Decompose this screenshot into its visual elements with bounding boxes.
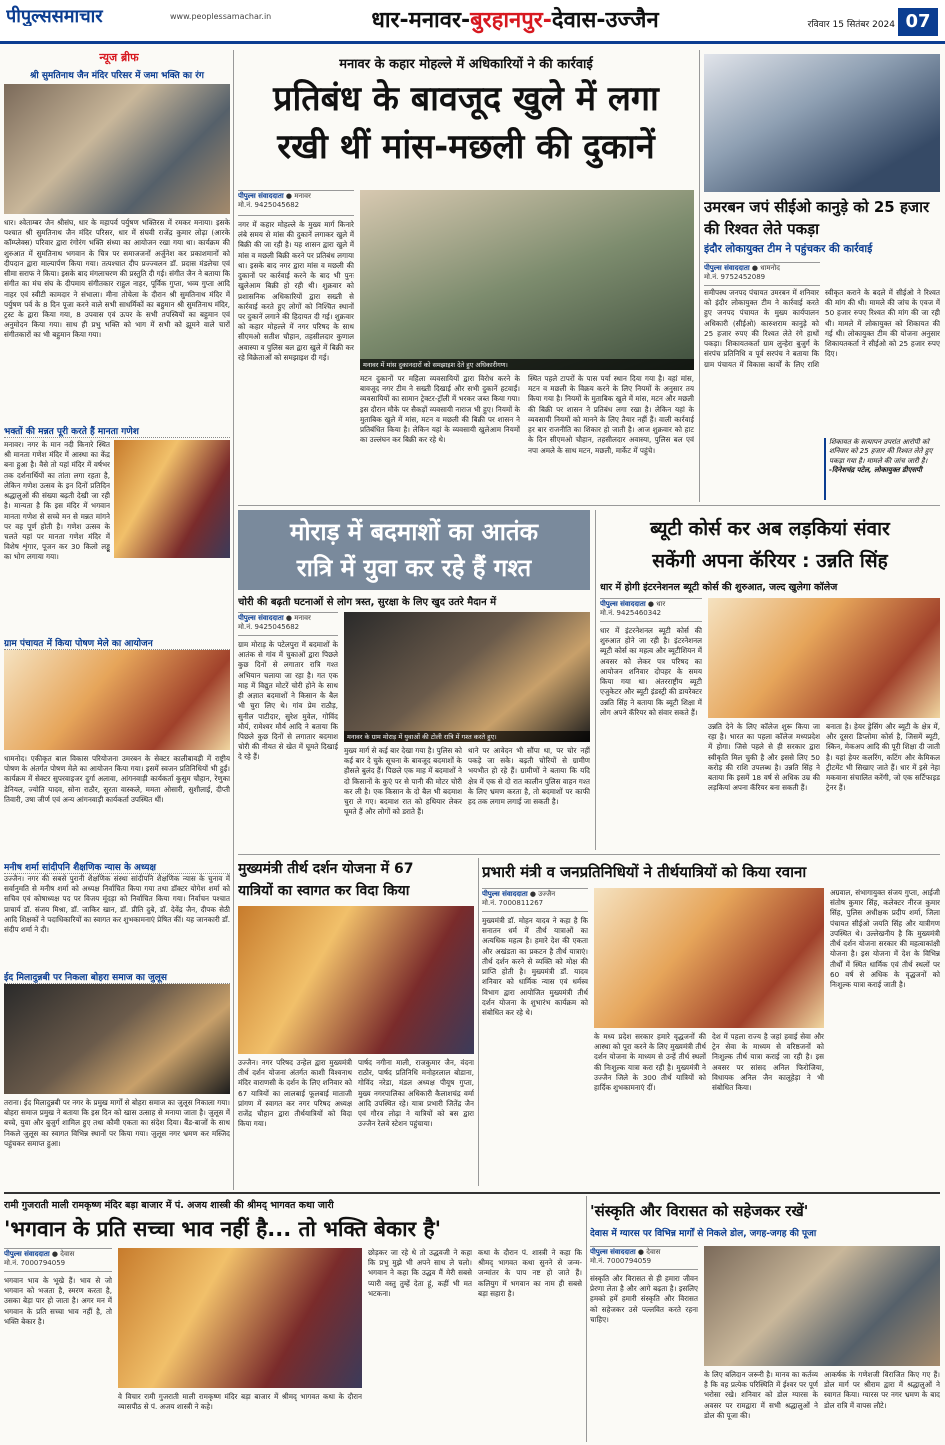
story-manawar-meat-shops [238,50,694,502]
news-brief-tag: न्यूज ब्रीफ [99,51,139,64]
story4-body-col3: बनाता है। हेयर ड्रेसिंग और ब्यूटी के क्षेत्र में, और दूसरा डिप्लोमा कोर्स है, जिसमें ब्यूटी, स्किन, मेकअप आदि की पूरी शिक्षा दी जाती है। यहां हेयर कलरिंग, कटिंग और केमिकल ट्रीटमेंट भी सिखाए जाते हैं। धार में इसे नेहा मकवाना संचालित करेंगी, जो एक सर्टिफाइड ट्रेनर हैं। [826,722,940,793]
story8-subhead: देवास में ग्यारस पर विभिन्न मार्गों से निकले डोल, जगह-जगह की पूजा [590,1229,817,1239]
story6-headline: प्रभारी मंत्री व जनप्रतिनिधियों ने तीर्थयात्रियों को किया रवाना [482,863,807,881]
brief-item3-body: धामनोद। एकीकृत बाल विकास परियोजना उमरबन के सेक्टर कालीबावड़ी में राष्ट्रीय पोषण के अंतर्गत पोषण मेले का आयोजन किया गया। इसमें स्वजन प्रतिनिधियों भी हुईं। कार्यक्रम में सेक्टर सुपरवाइजर दुर्गा अलावा, आंगनवाड़ी कार्यकर्ता कुसुम चौहान, रेणुका डेनियल, ज्योति यादव, सोना राठौर, सुरता वास्कले, ममता ओसारी, सुशीलाई, दीप्ती तिवारी, उषा जीर्ण एवं अन्य आंगनवाड़ी कार्यकर्ता उपस्थित थीं। [4,754,230,804]
story5-photo [238,906,474,1054]
story1-headline-line1: प्रतिबंध के बावजूद खुले में लगा [273,79,659,119]
story6-body-col4: अग्रवाल, संभागायुक्त संजय गुप्ता, आईजी संतोष कुमार सिंह, कलेक्टर नीरज कुमार सिंह, पुलिस अधीक्षक प्रदीप शर्मा, जिला पंचायत सीईओ जयति सिंह और यात्रीगण उपस्थित थे। उल्लेखनीय है कि मुख्यमंत्री तीर्थ दर्शन योजना सरकार की महत्वाकांक्षी योजना है। इस योजना में देश के विभिन्न तीर्थों में स्थित धार्मिक एवं तीर्थ स्थलों पर 60 वर्ष से अधिक के वृद्धजनों को निःशुल्क यात्रा कराई जाती है। [830,888,940,989]
story7-body-col1: भगवान भाव के भूखे हैं। भाव से जो भगवान को भजता है, स्मरण करता है, उसका बेड़ा पार हो जाता है। अगर मन में भगवान के प्रति सच्चा भाव नहीं है, तो भक्ति बेकार है। [4,1276,112,1326]
story1-photo-caption: मनावर में मांस दुकानदारों को समझाइश देते हुए अधिकारीगण। [360,359,694,370]
story6-mobile: मो.नं. 7000811267 [482,899,544,907]
story2-byline: पीपुल्स संवाददाता ● धामनोद मो.नं. 9752452089 [704,262,820,286]
section-title-2: बुरहानपुर- [470,8,552,33]
story8-byline-name: पीपुल्स संवाददाता [590,1248,636,1256]
story3-headline-box [238,510,590,590]
story3-mobile: मो.नं. 9425045682 [238,623,300,631]
story4-body-col2: उन्नति देने के लिए कॉलेज शुरू किया जा रहा है। भारत का पहला कॉलेज मध्यप्रदेश में होगा। जिसे पहले से ही सरकार द्वारा स्वीकृति मिल चुकी है और इससे लिए 50 करोड़ की राशि उपलब्ध है। उन्नति सिंह ने बताया कि इसमें 18 वर्ष से अधिक उम्र की लड़कियां अपना कॅरियर बना सकती हैं। [708,722,820,793]
story1-headline-line2: रखी थीं मांस-मछली की दुकानें [277,127,655,167]
story3-photo-caption: मनावर के ग्राम मोराड़ में युवाओं की टोली रात्रि में गश्त करते हुए। [344,731,590,742]
story6-body-col3: देश में पहला राज्य है जहां हवाई सेवा और ट्रेन सेवा के माध्यम से वरिष्ठजनों को निःशुल्क तीर्थ यात्रा कराई जा रही है। इस अवसर पर सांसद अनिल फिरोजिया, विधायक अनिल जैन कालूहेड़ा ने भी संबोधित किया। [712,1032,824,1093]
story2-box-note-text: शिकायत के सत्यापन उपरांत आरोपी को शनिवार को 25 हजार की रिश्वत लेते हुए पकड़ा गया है। मामले की जांच जारी है। [829,438,933,465]
story7-place: देवास [60,1250,75,1258]
story4-mobile: मो.नं. 9425460342 [600,609,662,617]
story6-place: उज्जैन [538,890,556,898]
story4-headline-line2: सकेंगी अपना कॅरियर : उन्नति सिंह [652,550,888,572]
story3-photo [344,612,590,742]
story1-body-col3: स्थित पहले टापरों के पास पर्या स्थान दिया गया है। वहां मांस, मटन व मछली के विक्रय करने के लिए नियमों के अनुसार तय किया गया है। नियमों के मुताबिक खुले में मांस, मटन और मछली की बिक्री पर शासन ने प्रतिबंध लगा रखा है। लेकिन यहां के व्यवसायी नियमों को मानने के लिए तैयार नहीं हैं। वाली कार्रवाई हर बार राजनीति का शिकार हो जाती है। आज शुक्रवार को हाट के दिन सीएमओ चौहान, तहसीलदार अवास्या, पुलिस बल एवं नपा अमले के साथ मटन, मछली, मार्केट में पहुंचे। [528,374,694,455]
story3-byline: पीपुल्स संवाददाता ● मनावर मो.नं. 9425045682 [238,612,338,636]
story3-headline-line1: मोराड़ में बदमाशों का आतंक [289,518,539,546]
story4-photo [708,598,940,718]
story5-headline-line1: मुख्यमंत्री तीर्थ दर्शन योजना में 67 [238,861,414,877]
story8-body-col3: आकर्षक के गणेशजी विराजित किए गए हैं। डोल मार्ग पर श्रीराम द्वारा में श्रद्धालुओं ने स्वागत किया। ग्यारस पर नगर भ्रमण के बाद डोल रात्रि में वापस लौटे। [824,1370,940,1410]
brief-item3-photo [4,650,230,750]
story2-byline-name: पीपुल्स संवाददाता [704,264,750,272]
story7-mobile: मो.नं. 7000794059 [4,1259,66,1267]
story-morad-patrol [238,510,590,850]
story3-body-col3: थाने पर आवेदन भी सौंपा था, पर चोर नहीं पकड़े जा सके। बढ़ती चोरियों से ग्रामीण भयभीत हो रहे हैं। ग्रामीणों ने बताया कि यदि क्षेत्र में एक से दो रात कालीन पुलिस वाहन गश्त के लिए भ्रमण करता है, तो बदमाशों पर काफी हद तक लगाम लगाई जा सकती है। [468,746,590,807]
story4-subhead: धार में होगी इंटरनेशनल ब्यूटी कोर्स की शुरुआत, जल्द खुलेगा कॉलेज [600,582,838,593]
story5-body-col1: उज्जैन। नगर परिषद उन्हेल द्वारा मुख्यमंत्री तीर्थ दर्शन योजना अंतर्गत काशी विश्वनाथ मंदिर वाराणसी के दर्शन के लिए शनिवार को 67 यात्रियों का लालबाई फूलबाई माताजी प्रांगण में स्वागत कर नगर परिषद अध्यक्ष राजेंद्र चौहान द्वारा तीर्थयात्रियों को विदा किया गया। [238,1058,352,1129]
story2-headline: उमरबन जपं सीईओ कानुड़े को 25 हजार की रिश्वत लेते पकड़ा [704,198,930,238]
story2-box-note-sign: -दिनेशचंद्र पटेल, लोकायुक्त डीएसपी [829,466,922,475]
story7-byline-name: पीपुल्स संवाददाता [4,1250,50,1258]
logo-left: पीपुल्स [6,6,52,26]
story1-body-col1: नगर में कहार मोहल्ले के मुख्य मार्ग किनारे लंबे समय से मांस की दुकानें लगाकर खुले में बिक्री की जा रही है। यह शासन द्वारा खुले में मांस व मछली बिक्री करने पर प्रतिबंध लगाया था। इसके बाद नगर द्वारा मांस व मछली की दुकानों पर कार्रवाई करने के बाद भी पुनः खुलेआम बिक्री हो रही थी। शुक्रवार को प्रशासनिक अधिकारियों द्वारा सख्ती से कार्रवाई करते हुए लोगों को निश्चित स्थानों पर दुकानें लगाने की हिदायत दी गई। शुक्रवार को कहार मोहल्ले में नगर परिषद के साथ सीएमओ सतीश चौहान, तहसीलदार कुणाल अवास्या व पुलिस बल द्वारा खुले में बिक्री कर रहे विक्रेताओं को समझाइश दी गई। [238,220,354,362]
story7-body-col3: कथा के दौरान पं. शास्त्री ने कहा कि श्रीमद् भागवत कथा सुनने से जन्म-जन्मांतर के पाप नष्ट हो जाते हैं। कलियुग में भगवान का नाम ही सबसे बड़ा सहारा है। [478,1248,582,1298]
story2-subhead: इंदौर लोकायुक्त टीम ने पहुंचकर की कार्रवाई [704,243,873,255]
section-title-1: धार-मनावर- [371,8,471,33]
story3-subhead: चोरी की बढ़ती घटनाओं से लोग त्रस्त, सुरक्षा के लिए खुद उतरे मैदान में [238,597,497,608]
story2-mobile: मो.नं. 9752452089 [704,273,766,281]
story-beauty-course [600,510,940,850]
story3-headline-line2: रात्रि में युवा कर रहे हैं गश्त [296,554,532,582]
story4-byline: पीपुल्स संवाददाता ● धार मो.नं. 9425460342 [600,598,702,622]
brief-item5-body: तराना। ईद मिलादुन्नबी पर नगर के प्रमुख मार्गों से बोहरा समाज का जुलूस निकाला गया। बोहरा समाज प्रमुख ने बताया कि इस दिन को खास उत्साह से मनाया जाता है। जुलूस में बच्चे, युवा और बुजुर्ग शामिल हुए तथा कौमी एकता का संदेश दिया। बैंड-बाजों के साथ निकले जुलूस का स्वागत विभिन्न स्थानों पर किया गया। जुलूस नगर भ्रमण कर मस्जिद पहुंचकर समाप्त हुआ। [4,1098,230,1148]
brief-item1-body: धार। श्वेताम्बर जैन श्रीसंघ, धार के महापर्व पर्युषण भक्तिरस में रमकर मनाया। इसके पश्चात श्री सुमतिनाथ जैन मंदिर परिसर, धार में संघवी राजेंद्र कुमार लोढ़ा (आरके कॉम्प्लेक्स) परिवार द्वारा रंगोरंग भक्ति संध्या का आयोजन रखा गया था। कार्यक्रम की शुरुआत में सुमतिनाथ भगवान के चित्र पर समाजजनों अर्जुनेश कर प्रकाशमानों को दीपदान द्वारा माल्यार्पण किया गया। तत्पश्चात दीप प्रज्ज्वलन डॉ. प्रदास मंडलेचा एवं सीमा सराफ ने किया। इसके बाद मंगलाचरण की प्रस्तुति दी गई। संगीत जैन ने बताया कि संगीत का मंच संघ के दीपमाय संगीतकार राहुल नाहर, पूर्विक गुप्ता, भव्य गुप्ता आदि नाहर एवं स्वीटी कामदार ने संभाला। मीना तोचेला के दीरान श्री सुमतिनाथ मंदिर में पर्युषण पर्व के 8 दिन पूजा करने वाले सभी साधर्मिकों का बहुमान श्री सुमतिनाथ मंदिर, ट्रस्ट के द्वारा किया गया, 8 उपवास एवं ऊपर के सभी तपस्वियों का बहुमान एवं अनुमोदन किया गया। साथ ही प्रभु भक्ति को भाग में सभी को झूमने वाले चारों संगीतकारों का भी बहुमान किया गया। [4,218,230,340]
story1-kicker: मनावर के कहार मोहल्ले में अधिकारियों ने की कार्रवाई [339,57,593,72]
section-title [305,4,725,38]
story6-body-col1: मुख्यमंत्री डॉ. मोहन यादव ने कहा है कि सनातन धर्म में तीर्थ यात्राओं का अत्यधिक महत्व है। हमारे देश की एकता और अखंडता का प्रकटन है तीर्थ यात्राएं। तीर्थ दर्शन करने से व्यक्ति को मोक्ष की प्राप्ति होती है। मुख्यमंत्री डॉ. यादव शनिवार को धार्मिक न्यास एवं धर्मस्व विभाग द्वारा आयोजित मुख्यमंत्री तीर्थ दर्शन योजना के शुभारंभ कार्यक्रम को संबोधित कर रहे थे। [482,916,588,1017]
story1-byline-name: पीपुल्स संवाददाता [238,192,284,200]
story2-photo [704,54,940,192]
brief-item4-body: उज्जैन। नगर की सबसे पुरानी शैक्षणिक संस्था सांदीपनि शैक्षणिक न्यास के चुनाव में सर्वानुमति से मनीष शर्मा को अध्यक्ष निर्वाचित किया गया तथा डॉक्टर योगेश शर्मा को सचिव एवं कोषाध्यक्ष पद पर विजय मूंदड़ा को निर्वाचित किया गया। निर्वाचन पश्चात प्राचार्य डॉ. संजय मिश्रा, डॉ. जाकिर खान, डॉ. प्रीति दुबे, डॉ. देवेंद्र जैन, दीपक सेठी आदि शिक्षकों ने पदाधिकारियों का स्वागत कर शुभकामनाएं प्रेषित कीं। यह जानकारी डॉ. संदीप शर्मा ने दी। [4,874,230,935]
story8-mobile: मो.नं. 7000794059 [590,1257,652,1265]
story6-photo [594,888,824,1028]
story8-photo [704,1246,940,1366]
brief-item5-title: ईद मिलादुन्नबी पर निकला बोहरा समाज का जुलूस [4,970,230,984]
masthead [0,0,945,44]
story4-body-col1: धार में इंटरनेशनल ब्यूटी कोर्स की शुरुआत होने जा रही है। इंटरनेशनल ब्यूटी कोर्स का महत्व और ब्यूटीशियन में अवसर को लेकर पत्र परिषद का आयोजन शनिवार दोपहर के समय किया गया था। अंतरराष्ट्रीय ब्यूटी एजुकेटर और ब्यूटी इंडस्ट्री की डायरेक्टर उन्नति सिंह ने बताया कि ब्यूटी शिक्षा में लोग अपने कॅरियर को संवार सकते हैं। [600,626,702,717]
story8-body-col2: के लिए बलिदान जरूरी है। मानव का कर्तव्य है कि वह प्रत्येक परिस्थिति में ईश्वर पर पूर्ण भरोसा रखे। शनिवार को डोल ग्यारस के अवसर पर रामद्वारा में सभी श्रद्धालुओं ने डोल की पूजा की। [704,1370,818,1420]
brief-item3-title: ग्राम पंचायत में किया पोषण मेले का आयोजन [4,636,230,650]
issue-date: रविवार 15 सितंबर 2024 [807,20,895,30]
story-sanskriti-virasat [590,1196,940,1442]
story7-headline: 'भगवान के प्रति सच्चा भाव नहीं है... तो भक्ति बेकार है' [4,1217,442,1241]
story8-byline: पीपुल्स संवाददाता ● देवास मो.नं. 7000794059 [590,1246,698,1270]
story8-place: देवास [646,1248,661,1256]
brief-item5-photo [4,984,230,1094]
story6-byline-name: पीपुल्स संवाददाता [482,890,528,898]
logo [6,4,166,26]
page-number: 07 [898,8,938,36]
story-bhagwat-katha [4,1196,582,1442]
website: www.peoplessamachar.in [170,12,272,21]
story6-body-col2: के मध्य प्रदेश सरकार हमारे वृद्धजनों की आस्था को पूरा करने के लिए मुख्यमंत्री तीर्थ दर्शन योजना के माध्यम से उन्हें तीर्थ स्थलों की निःशुल्क यात्रा करा रही है। मुख्यमंत्री ने उज्जैन जिले के 300 तीर्थ यात्रियों को हार्दिक शुभकामनाएं दीं। [594,1032,706,1093]
story1-photo [360,190,694,370]
brief-item2-body: मनावर। नगर के मान नदी किनारे स्थित श्री मानता गणेश मंदिर में आस्था का केंद्र बना हुआ है। वैसे तो यहां मंदिर में वर्षभर तक दर्शनार्थियों का तांता लगा रहता है, लेकिन गणेश उत्सव के इन दिनों प्रतिदिन श्रद्धालुओं की संख्या बढ़ती देखी जा रही है। मान्यता है कि इस मंदिर में भगवान मानता गणेश से सच्चे मन से मन्नत मांगने पर वह पूर्ण होती है। गणेश उत्सव के चलते यहां पर मानता गणेश मंदिर में विशेष शृंगार, पूजन कर 30 किलो लड्डू का भोग लगाया गया। [4,440,110,562]
story4-headline-line1: ब्यूटी कोर्स कर अब लड़कियां संवार [650,518,890,540]
story8-body-col1: संस्कृति और विरासत से ही हमारा जीवन प्रेरणा लेता है और आगे बढ़ता है। इसलिए हमको हमें हमारी संस्कृति और विरासत को सहेजकर उसे पल्लवित करते रहना चाहिए। [590,1274,698,1324]
brief-item1-photo [4,84,230,214]
logo-right: समाचार [51,6,103,26]
story5-body-col2: पार्षद नगीना माली, राजकुमार जैन, वंदना राठौर, पार्षद प्रतिनिधि मनोहरलाल बोडाना, गोविंद नरेडा, मंडल अध्यक्ष पीयूष गुप्ता, मुख्य नगरपालिका अधिकारी कैलाशचंद्र वर्मा आदि उपस्थित रहे। यात्रा प्रभारी जितेंद्र जैन एवं गौरव लोढ़ा ने यात्रियों को बस द्वारा उज्जैन रेलवे स्टेशन पहुंचाया। [358,1058,474,1129]
story-tirth-darshan-67 [238,858,474,1186]
story4-byline-name: पीपुल्स संवाददाता [600,600,646,608]
story-prabhari-mantri [482,858,940,1186]
story3-body-col1: ग्राम मोराड़ के पटेलपुरा में बदमाशों के आतंक से गांव में चुकाओं द्वारा पिछले कुछ दिनों से लगातार रात्रि गश्त अभियान चलाया जा रहा है। गत एक माह में विद्युत मोटरें चोरी होने के साथ ही अज्ञात बदमाशों ने किसान के बैल भी चुरा लिए थे। गांव प्रेम राठौड़, सुनील पाटीदार, सुरेश मुवेल, गोविंद मौर्य, रामेश्वर मौर्य आदि ने बताया कि पिछले कुछ दिनों से लगातार बदमाश चोरी की नीयत से खेत में घूमते दिखाई दे रहे हैं। [238,640,338,762]
section-title-3: देवास-उज्जैन [551,8,659,33]
news-brief-column [4,50,230,1190]
story4-place: धार [656,600,666,608]
story8-headline: 'संस्कृति और विरासत को सहेजकर रखें' [590,1202,809,1220]
story1-mobile: मो.नं. 9425045682 [238,201,300,209]
story3-byline-name: पीपुल्स संवाददाता [238,614,284,622]
story1-body-col2: मटन दुकानों पर महिला व्यवसायियों द्वारा विरोध करने के बावजूद नगर टीम ने सख्ती दिखाई और सभी दुकानें हटवाईं। व्यवसायियों का सामान ट्रेक्टर-ट्रॉली में भरकर जब्त किया गया। इस दौरान मौके पर सैकड़ों व्यवसायी नाराज भी हुए। नियमों के मुताबिक खुले में मांस, मटन व मछली की बिक्री पर शासन ने प्रतिबंधित किया है। लेकिन यहां के व्यवसायी खुलेआम नियमों का उल्लंघन कर बिक्री कर रहे थे। [360,374,520,445]
story6-byline: पीपुल्स संवाददाता ● उज्जैन मो.नं. 7000811267 [482,888,588,912]
story2-body: समीपस्थ जनपद पंचायत उमरबन में शनिवार को इंदौर लोकायुक्त टीम ने कार्रवाई करते हुए जनपद पंचायत के मुख्य कार्यपालन अधिकारी (सीईओ) कारुशराम कानुड़े को 25 हजार रुपए की रिश्वत लेते रंगे हाथों पकड़ा। शिकायतकर्ता ग्राम लुन्हेरा बुजुर्ग के संरपंच प्रतिनिधि व पूर्व सरपंच ने बताया कि ग्राम पंचायत में विकास कार्यों के लिए राशि स्वीकृत कराने के बदले में सीईओ ने रिश्वत की मांग की थी। मामले की जांच के एवज में 50 हजार रुपए रिश्वत की मांग की जा रही थी। मामले में लोकायुक्त को शिकायत की गई थी। लोकायुक्त टीम की योजना अनुसार शिकायतकर्ता ने सीईओ को 25 हजार रुपए दिए। [704,288,940,369]
brief-item1-title: श्री सुमतिनाथ जैन मंदिर परिसर में जमा भक्ति का रंग [29,71,205,81]
story1-place: मनावर [294,192,311,200]
story3-place: मनावर [294,614,311,622]
brief-item2-title: भक्तों की मन्नत पूरी करते हैं मानता गणेश [4,424,230,438]
brief-item4-title: मनीष शर्मा सांदीपनि शैक्षणिक न्यास के अध्यक्ष [4,860,230,874]
story3-body-col2: मुख्य मार्ग से कई बार देखा गया है। पुलिस को कई बार दे चुके सूचना के बावजूद बदमाशों के हौसले बुलंद हैं। पिछले एक माह में बदमाशों ने दो किसानों के कुएं पर से पानी की मोटर चोरी कर ली है। एक किसान के दो बैल भी बदमाश चुरा ले गए। बदमाश रात को हथियार लेकर घूमते हैं और लोगों को डराते हैं। [344,746,462,817]
brief-item2-photo [114,440,230,558]
story1-byline: पीपुल्स संवाददाता ● मनावर मो.नं. 9425045682 [238,190,354,216]
story7-kicker: रामी गुजराती माली रामकृष्ण मंदिर बड़ा बाजार में पं. अजय शास्त्री की श्रीमद् भागवत कथा जारी [4,1200,334,1211]
story7-caption-bottom: वे विचार रामी गुजराती माली रामकृष्ण मंदिर बड़ा बाजार में श्रीमद् भागवत कथा के दौरान व्यासपीठ से पं. अजय शास्त्री ने कहे। [118,1392,362,1412]
story2-box-note [824,438,940,500]
story7-byline: पीपुल्स संवाददाता ● देवास मो.नं. 7000794059 [4,1248,112,1272]
story-umarban-ceo-bribe [704,50,940,502]
story7-photo [118,1248,362,1388]
story5-headline-line2: यात्रियों का स्वागत कर विदा किया [238,883,410,899]
story7-body-col2: छोड़कर जा रहे थे तो उद्धवजी ने कहा कि प्रभु मुझे भी अपने साथ ले चलो। भगवान ने कहा कि उद्धव मैं मेरी सबसे प्यारी वस्तु तुम्हें देता हूं, कहीं भी मत भटकना। [368,1248,472,1298]
story2-place: धामनोद [760,264,780,272]
